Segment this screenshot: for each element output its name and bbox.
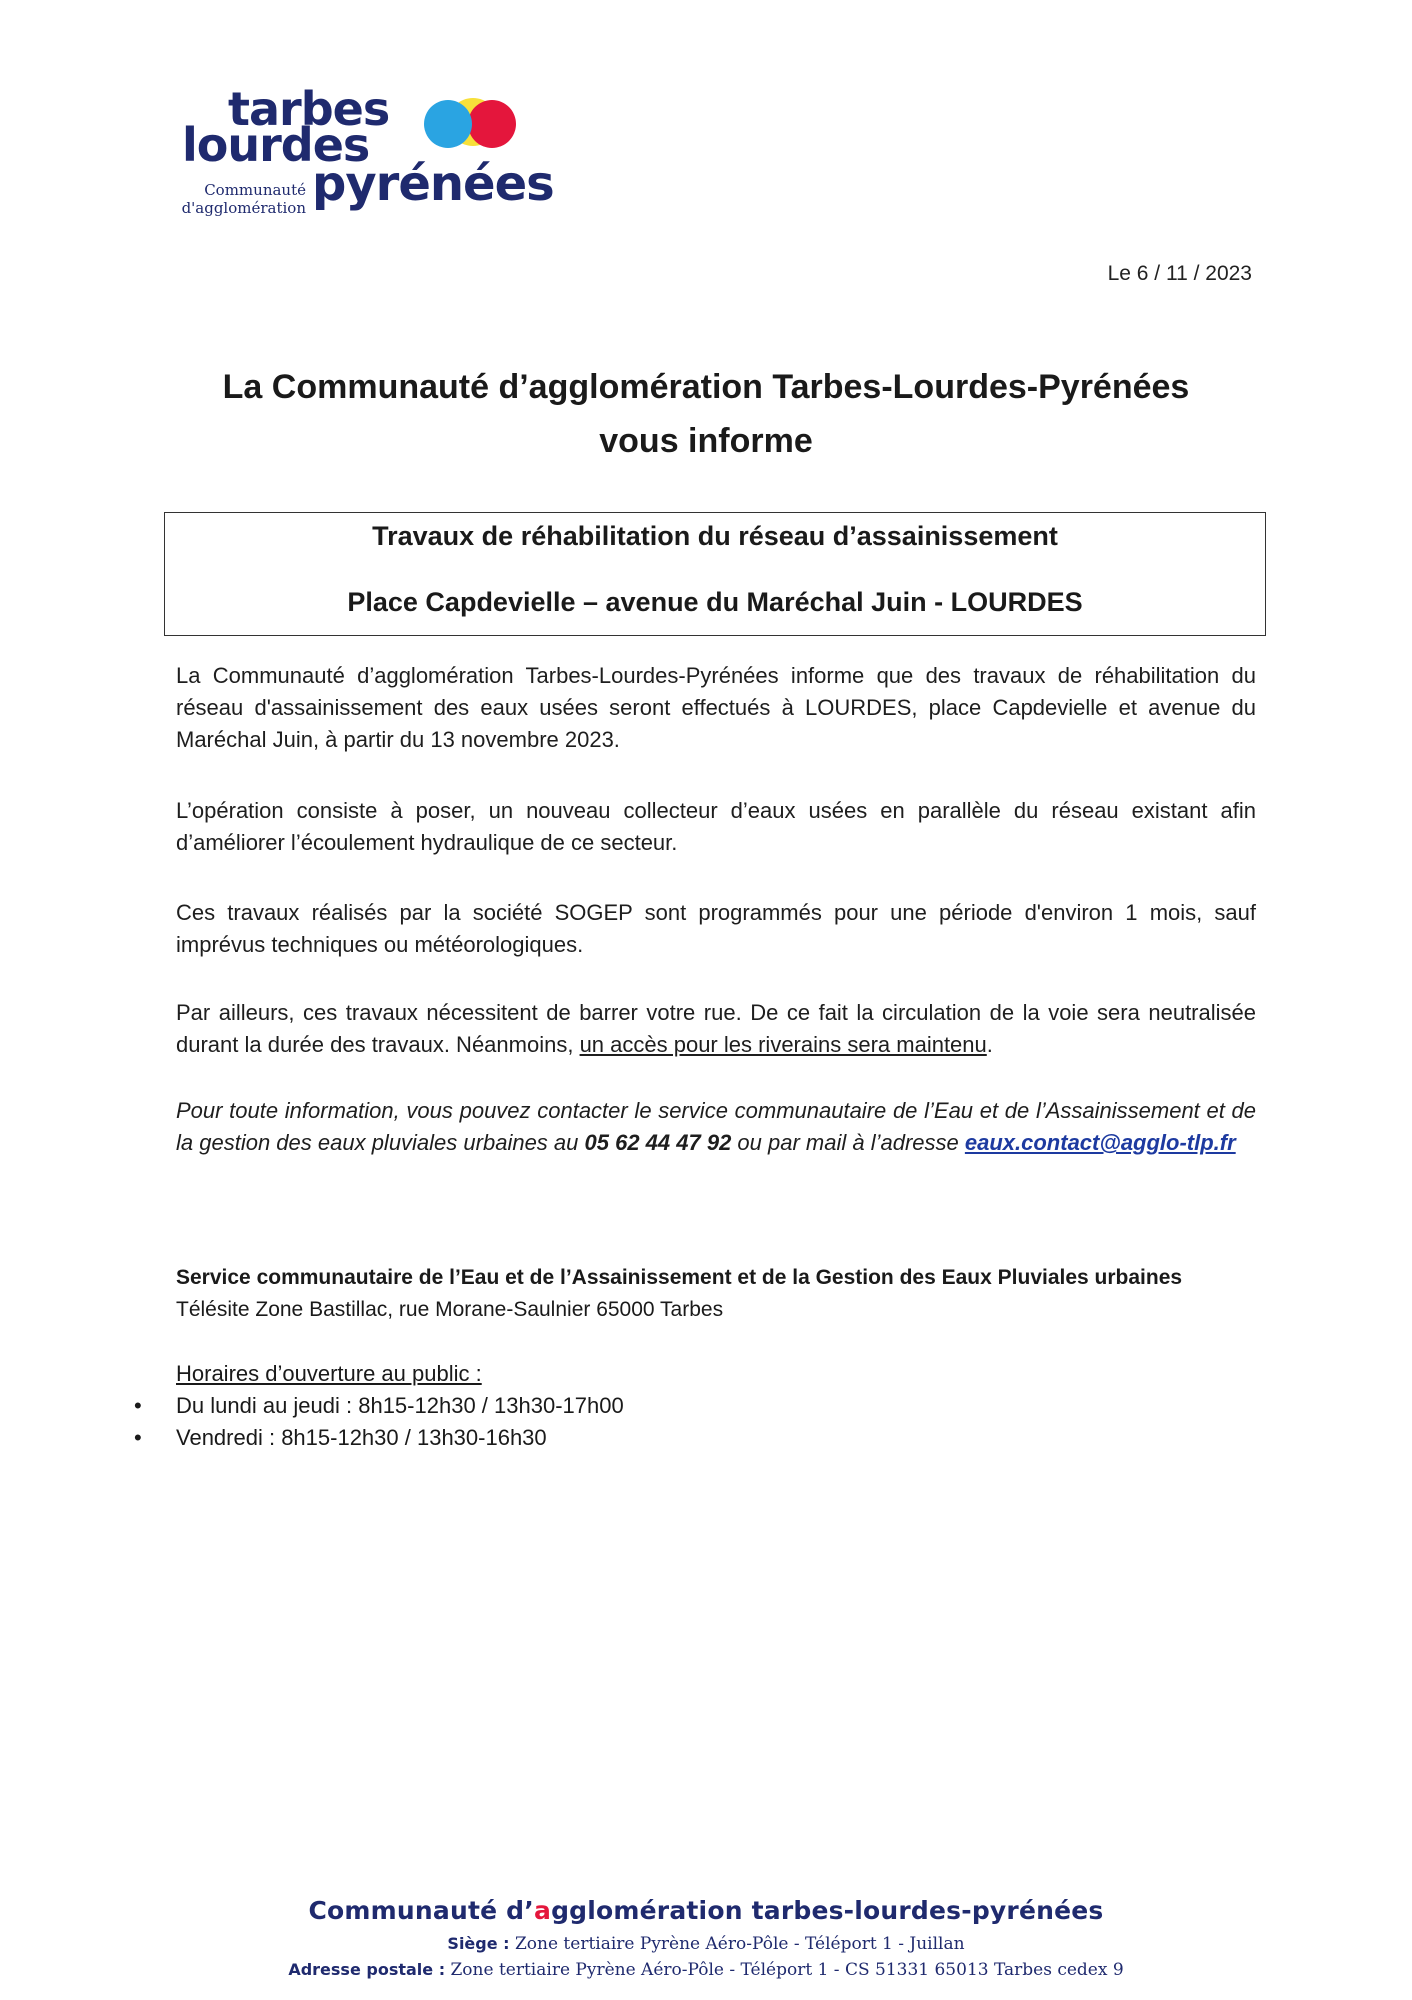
traffic-period: . (986, 1032, 993, 1057)
page-title-line1: La Communauté d’agglomération Tarbes-Lourdes-Pyrénées (222, 368, 1190, 406)
service-title: Service communautaire de l’Eau et de l’Assainissement et de la Gestion des Eaux Pluviales urbaines (176, 1266, 1183, 1289)
list-item: • Vendredi : 8h15-12h30 / 13h30-16h30 (176, 1422, 624, 1454)
subject-box (164, 512, 1266, 636)
logo-sub-communaute: Communauté (204, 181, 306, 199)
logo-red-dot (468, 100, 516, 148)
logo-sub-agglomeration: d'agglomération (181, 199, 306, 217)
document-date: Le 6 / 11 / 2023 (1107, 262, 1252, 285)
footer-org-red-letter: a (533, 1896, 552, 1925)
contact-phone: 05 62 44 47 92 (584, 1130, 732, 1155)
paragraph-operation: L’opération consiste à poser, un nouveau collecteur d’eaux usées en parallèle du réseau existant afin d’améliorer l’écoulement hydraulique de ce secteur. (176, 798, 1256, 855)
footer-siege-label: Siège : (447, 1934, 510, 1953)
subject-line2: Place Capdevielle – avenue du Maréchal Juin - LOURDES (347, 587, 1083, 617)
contact-email-link[interactable]: eaux.contact@agglo-tlp.fr (964, 1130, 1236, 1155)
paragraph-traffic (176, 997, 1256, 1061)
footer-postal-value: Zone tertiaire Pyrène Aéro-Pôle - Téléport 1 - CS 51331 65013 Tarbes cedex 9 (445, 1960, 1124, 1980)
logo-blue-dot (424, 100, 472, 148)
footer-org-part2: gglomération tarbes-lourdes-pyrénées (551, 1896, 1104, 1925)
agglomeration-logo (178, 82, 558, 222)
footer-org-name (0, 1896, 1412, 1925)
subject-line1: Travaux de réhabilitation du réseau d’assainissement (372, 521, 1058, 551)
opening-hours-heading: Horaires d’ouverture au public : (176, 1361, 482, 1386)
paragraph-contact (176, 1095, 1256, 1159)
service-info (176, 1262, 1266, 1326)
footer-postal (0, 1957, 1412, 1983)
page-title (0, 360, 1412, 468)
footer-postal-label: Adresse postale : (288, 1960, 446, 1979)
logo-word-lourdes: lourdes (182, 118, 370, 172)
page-footer (0, 1896, 1412, 1983)
footer-siege (0, 1931, 1412, 1957)
opening-hours-list (176, 1390, 624, 1454)
service-address: Télésite Zone Bastillac, rue Morane-Saulnier 65000 Tarbes (176, 1298, 724, 1321)
footer-org-part1: Communauté d’ (308, 1896, 534, 1925)
resident-access-notice: un accès pour les riverains sera maintenu (579, 1032, 987, 1057)
paragraph-schedule: Ces travaux réalisés par la société SOGEP sont programmés pour une période d'environ 1 mois, sauf imprévus techniques ou météorologiques. (176, 900, 1256, 957)
traffic-text: Par ailleurs, ces travaux nécessitent de barrer votre rue. De ce fait la circulation de la voie sera neutralisée durant la durée des travaux. Néanmoins, (176, 1000, 1256, 1057)
logo-word-tarbes: tarbes (228, 82, 390, 136)
contact-text-2: ou par mail à l’adresse (731, 1130, 965, 1155)
contact-text: Pour toute information, vous pouvez contacter le service communautaire de l’Eau et de l’Assainissement et de la gestion des eaux pluviales urbaines au (176, 1098, 1256, 1155)
paragraph-intro: La Communauté d’agglomération Tarbes-Lourdes-Pyrénées informe que des travaux de réhabilitation du réseau d'assainissement des eaux usées seront effectués à LOURDES, place Capdevielle et avenue du Maréchal Juin, à partir du 13 novembre 2023. (176, 663, 1256, 752)
opening-hours (176, 1358, 624, 1454)
page-title-line2: vous informe (599, 422, 813, 460)
list-item: • Du lundi au jeudi : 8h15-12h30 / 13h30-17h00 (176, 1390, 624, 1422)
logo-word-pyrenees: pyrénées (312, 156, 554, 212)
footer-siege-value: Zone tertiaire Pyrène Aéro-Pôle - Téléport 1 - Juillan (509, 1934, 965, 1954)
